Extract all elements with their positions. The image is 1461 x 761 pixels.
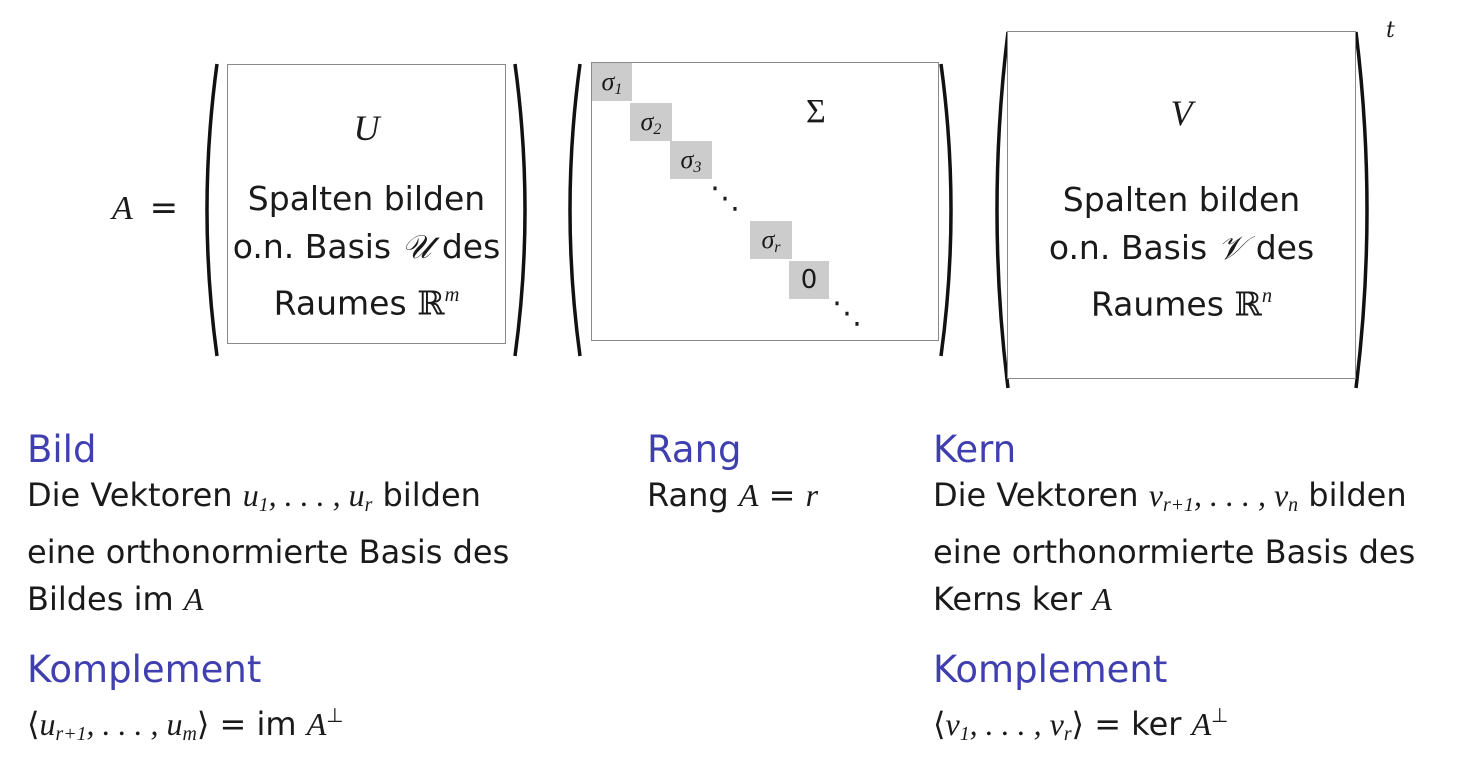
kern-heading: Kern — [933, 428, 1017, 471]
diagonal-dots-1: ⋱ — [710, 181, 740, 216]
reals-symbol: ℝ — [417, 283, 445, 323]
matrix-a-symbol: A — [112, 190, 133, 227]
sigma-1-cell: $\sigma_1$ — [592, 63, 632, 101]
bild-line3: Bildes im A — [27, 579, 204, 618]
kern-line1: Die Vektoren $v_{r+1}$, . . . , $v_n$ bilden — [933, 476, 1407, 516]
komplement-left-formula: $⟨u_{r+1}$, . . . , $u_m⟩$ = im A⊥ — [27, 704, 344, 745]
kern-line3: Kerns ker A — [933, 579, 1112, 618]
equation-lhs — [112, 186, 178, 231]
matrix-v-description — [1008, 176, 1355, 328]
matrix-sigma-box — [591, 62, 939, 341]
zero-cell: 0 — [789, 261, 829, 299]
transpose-marker: t — [1386, 18, 1395, 43]
komplement-left-heading: Komplement — [27, 648, 262, 691]
basis-u-symbol: 𝒰 — [401, 227, 432, 266]
matrix-u-box — [227, 64, 506, 344]
bild-body — [27, 472, 607, 623]
kern-body — [933, 472, 1461, 623]
matrix-sigma-symbol: Σ — [806, 93, 826, 130]
sigma-3-cell: $\sigma_3$ — [670, 141, 712, 179]
kern-line2: eine orthonormierte Basis des — [933, 532, 1416, 571]
matrix-u-description — [228, 175, 505, 327]
komplement-right-heading: Komplement — [933, 648, 1168, 691]
rang-body: Rang A = r — [647, 476, 819, 514]
matrix-u-line2: o.n. Basis 𝒰 des — [232, 227, 501, 266]
matrix-v-line3: Raumes ℝ$^n$ — [1090, 284, 1273, 324]
komplement-left-section — [27, 648, 587, 758]
kern-section — [933, 428, 1461, 623]
u-open-paren — [195, 62, 221, 358]
sigma-r-cell: $\sigma_r$ — [750, 221, 792, 259]
reals-symbol-v: ℝ — [1234, 284, 1262, 324]
basis-v-symbol: 𝒱 — [1217, 228, 1246, 267]
sigma-close-paren — [937, 62, 963, 358]
matrix-v-symbol: V — [1170, 93, 1193, 133]
bild-section — [27, 428, 607, 623]
matrix-v-line2: o.n. Basis 𝒱 des — [1048, 228, 1315, 267]
rang-section — [647, 428, 907, 519]
rang-heading: Rang — [647, 428, 742, 471]
sigma-2-cell: $\sigma_2$ — [630, 103, 672, 141]
equals-sign: = — [149, 188, 179, 228]
u-close-paren — [511, 62, 537, 358]
bild-heading: Bild — [27, 428, 97, 471]
bild-line1: Die Vektoren $u_1$, . . . , $u_r$ bilden — [27, 476, 481, 516]
v-close-paren — [1352, 30, 1380, 390]
bild-line2: eine orthonormierte Basis des — [27, 532, 510, 571]
matrix-u-symbol: U — [353, 108, 380, 148]
matrix-v-line1: Spalten bilden — [1062, 180, 1301, 219]
komplement-right-section — [933, 648, 1453, 758]
matrix-u-line3: Raumes ℝ$^m$ — [273, 283, 460, 323]
komplement-right-formula: $⟨v_1$, . . . , $v_r⟩$ = ker A⊥ — [933, 704, 1229, 745]
matrix-u-line1: Spalten bilden — [247, 179, 486, 218]
sigma-open-paren — [558, 62, 584, 358]
matrix-v-box — [1007, 31, 1356, 379]
diagonal-dots-2: ⋱ — [832, 296, 862, 331]
